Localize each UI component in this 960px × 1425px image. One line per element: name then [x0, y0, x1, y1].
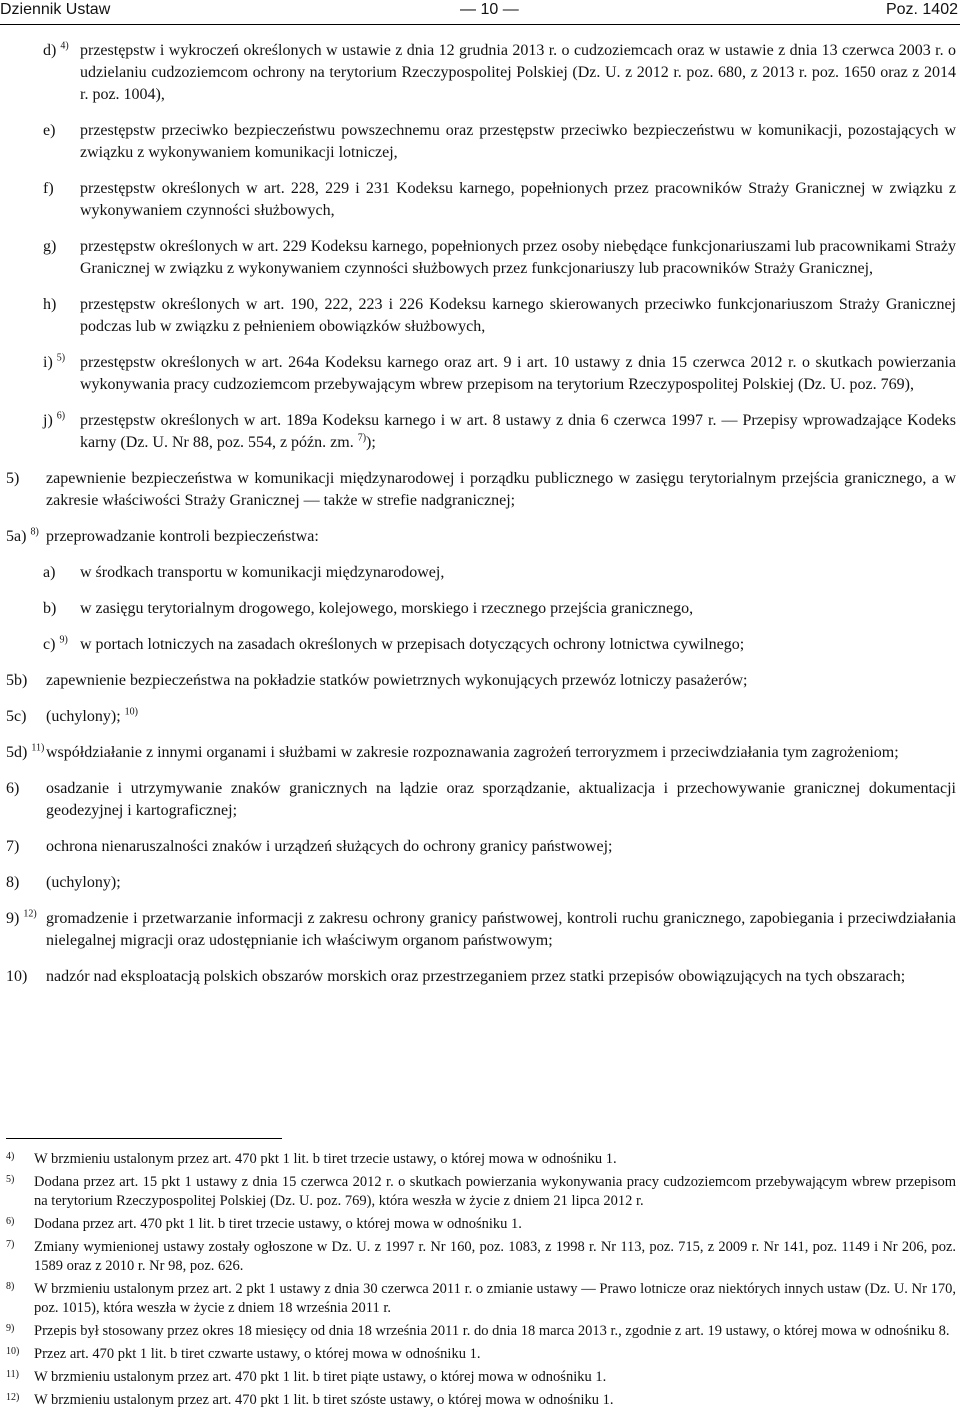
item-text: gromadzenie i przetwarzanie informacji z zakresu ochrony granicy państwowej, kontroli ruchu granicznego, zapobiegania i przeciwdziałania nielegalnej migracji oraz udostępnianie ich właściwym organom państwowym;	[46, 910, 956, 949]
item-label: 5d) $^{11)}$	[6, 742, 45, 761]
item-text: zapewnienie bezpieczeństwa w komunikacji międzynarodowej i porządku publicznego w zasięgu terytorialnym przejścia granicznego, a w zakresie właściwości Straży Granicznej — także w strefie nadgranicznej;	[46, 470, 956, 509]
footnote-divider	[6, 1138, 282, 1139]
item-label: j) $^{6)}$	[43, 410, 66, 429]
list-item	[0, 410, 956, 454]
journal-title: Dziennik Ustaw	[0, 1, 111, 18]
item-text: w portach lotniczych na zasadach określonych w przepisach dotyczących ochrony lotnictwa cywilnego;	[80, 636, 745, 653]
list-item	[0, 468, 956, 512]
footnote-text: Zmiany wymienionej ustawy zostały ogłoszone w Dz. U. z 1997 r. Nr 160, poz. 1083, z 1998 r. Nr 113, poz. 715, z 2009 r. Nr 141, poz. 1149 i Nr 206, poz. 1589 oraz z 2010 r. Nr 98, poz. 626.	[34, 1239, 956, 1274]
list-item	[0, 236, 956, 280]
footnote-text: Przepis był stosowany przez okres 18 miesięcy od dnia 18 września 2011 r. do dnia 18 marca 2013 r., zgodnie z art. 19 ustawy, o której mowa w odnośniku 8.	[34, 1323, 950, 1339]
footnote	[0, 1345, 956, 1364]
item-label: d) $^{4)}$	[43, 40, 69, 59]
footnote-label: 8)	[6, 1281, 15, 1292]
list-item	[0, 836, 956, 858]
item-label: f)	[43, 180, 54, 197]
item-label: i) $^{5)}$	[43, 352, 66, 371]
footnote-label: 7)	[6, 1239, 15, 1250]
list-item	[0, 778, 956, 822]
footnote-text: W brzmieniu ustalonym przez art. 470 pkt 1 lit. b tiret trzecie ustawy, o której mowa w odnośniku 1.	[34, 1151, 617, 1167]
footnote-ref: 11)	[31, 742, 45, 754]
footnote-label: 5)	[6, 1174, 15, 1185]
item-label: 7)	[6, 838, 20, 855]
footnote	[0, 1280, 956, 1318]
item-text: przestępstw i wykroczeń określonych w ustawie z dnia 12 grudnia 2013 r. o cudzoziemcach oraz w ustawie z dnia 13 czerwca 2003 r. o udzielaniu cudzoziemcom ochrony na terytorium Rzeczypospolitej Polskiej (Dz. U. z 2012 r. poz. 680, z 2013 r. poz. 1650 oraz z 2014 r. poz. 1004),	[80, 42, 956, 103]
footnote-ref: 5)	[56, 352, 66, 364]
item-text: zapewnienie bezpieczeństwa na pokładzie statków powietrznych wykonujących przewóz lotniczy pasażerów;	[46, 672, 748, 689]
item-text: przestępstw określonych w art. 264a Kodeksu karnego oraz art. 9 i art. 10 ustawy z dnia 15 czerwca 2012 r. o skutkach powierzania wykonywania pracy cudzoziemcom przebywającym wbrew przepisom na terytorium Rzeczypospolitej Polskiej (Dz. U. poz. 769),	[80, 354, 956, 393]
footnote-ref: 9)	[59, 634, 68, 646]
footnote-ref: 8)	[30, 526, 39, 538]
list-item	[0, 526, 956, 548]
item-text: ochrona nienaruszalności znaków i urządzeń służących do ochrony granicy państwowej;	[46, 838, 613, 855]
footnote-text: Dodana przez art. 15 pkt 1 ustawy z dnia 15 czerwca 2012 r. o skutkach powierzania wykonywania pracy cudzoziemcom przebywającym wbrew przepisom na terytorium Rzeczypospolitej Polskiej (Dz. U. poz. 769), która weszła w życie z dniem 21 lipca 2012 r.	[34, 1174, 956, 1209]
item-text: przestępstw przeciwko bezpieczeństwu powszechnemu oraz przestępstw przeciwko bezpieczeństwu w komunikacji, pozostających w związku z wykonywaniem komunikacji lotniczej,	[80, 122, 956, 161]
footnote-text: W brzmieniu ustalonym przez art. 2 pkt 1 ustawy z dnia 30 czerwca 2011 r. o zmianie ustawy — Prawo lotnicze oraz niektórych innych ustaw (Dz. U. Nr 170, poz. 1015), która weszła w życie z dniem 18 września 2011 r.	[34, 1281, 956, 1316]
footnote-ref: 10)	[124, 706, 138, 718]
document-body	[0, 40, 956, 1002]
footnote	[0, 1215, 956, 1234]
footnote-text: W brzmieniu ustalonym przez art. 470 pkt 1 lit. b tiret piąte ustawy, o której mowa w odnośniku 1.	[34, 1369, 607, 1385]
footnote-label: 12)	[6, 1392, 20, 1403]
footnote-ref: 12)	[23, 908, 37, 920]
footnote	[0, 1391, 956, 1410]
footnote-label: 10)	[6, 1346, 20, 1357]
item-label: b)	[43, 600, 57, 617]
list-item	[0, 908, 956, 952]
list-item	[0, 598, 956, 620]
item-label: 10)	[6, 968, 28, 985]
position-number: Poz. 1402	[885, 1, 958, 18]
item-text: przestępstw określonych w art. 189a Kodeksu karnego i w art. 8 ustawy z dnia 6 czerwca 1997 r. — Przepisy wprowadzające Kodeks karny (Dz. U. Nr 88, poz. 554, z późn. zm. $^{7)}$);	[80, 412, 956, 451]
item-label: 5a) $^{8)}$	[6, 526, 39, 545]
item-text: w środkach transportu w komunikacji międzynarodowej,	[80, 564, 445, 581]
list-item	[0, 634, 956, 656]
item-label: 5b)	[6, 672, 28, 689]
item-label: c) $^{9)}$	[43, 634, 68, 653]
item-text: współdziałanie z innymi organami i służbami w zakresie rozpoznawania zagrożeń terroryzmem i przeciwdziałania tym zagrożeniom;	[46, 744, 899, 761]
item-text: w zasięgu terytorialnym drogowego, kolejowego, morskiego i rzecznego przejścia granicznego,	[80, 600, 694, 617]
footnote-label: 11)	[6, 1369, 19, 1380]
item-label: a)	[43, 564, 56, 581]
list-item	[0, 966, 956, 988]
list-item	[0, 562, 956, 584]
item-label: e)	[43, 122, 56, 139]
list-item	[0, 670, 956, 692]
list-item	[0, 294, 956, 338]
footnote-text: Przez art. 470 pkt 1 lit. b tiret czwarte ustawy, o której mowa w odnośniku 1.	[34, 1346, 481, 1362]
item-text: osadzanie i utrzymywanie znaków granicznych na lądzie oraz sporządzanie, aktualizacja i przechowywanie granicznej dokumentacji geodezyjnej i kartograficznej;	[46, 780, 956, 819]
footnote-ref: 6)	[56, 410, 66, 422]
item-text: przestępstw określonych w art. 228, 229 i 231 Kodeksu karnego, popełnionych przez pracowników Straży Granicznej w związku z wykonywaniem czynności służbowych,	[80, 180, 956, 219]
item-label: 8)	[6, 874, 20, 891]
footnote-label: 4)	[6, 1151, 15, 1162]
list-item	[0, 872, 956, 894]
list-item	[0, 742, 956, 764]
footnote-ref: 7)	[357, 432, 367, 444]
footnote	[0, 1150, 956, 1169]
footnote-text: W brzmieniu ustalonym przez art. 470 pkt 1 lit. b tiret szóste ustawy, o której mowa w odnośniku 1.	[34, 1392, 614, 1408]
footnote	[0, 1173, 956, 1211]
item-text: przestępstw określonych w art. 229 Kodeksu karnego, popełnionych przez osoby niebędące funkcjonariuszami lub pracownikami Straży Granicznej w związku z wykonywaniem czynności służbowych przez funkcjonariuszy lub pracowników Straży Granicznej,	[80, 238, 956, 277]
footnote	[0, 1322, 956, 1341]
footnote	[0, 1238, 956, 1276]
item-label: g)	[43, 238, 57, 255]
footnote-text: Dodana przez art. 470 pkt 1 lit. b tiret trzecie ustawy, o której mowa w odnośniku 1.	[34, 1216, 522, 1232]
item-text: przestępstw określonych w art. 190, 222, 223 i 226 Kodeksu karnego skierowanych przeciwko funkcjonariuszom Straży Granicznej podczas lub w związku z pełnieniem obowiązków służbowych,	[80, 296, 956, 335]
footnote	[0, 1368, 956, 1387]
footnotes-section	[0, 1150, 956, 1414]
list-item	[0, 178, 956, 222]
footnote-label: 9)	[6, 1323, 15, 1334]
item-label: 5)	[6, 470, 20, 487]
item-label: 5c)	[6, 708, 27, 725]
list-item	[0, 706, 956, 728]
footnote-ref: 4)	[60, 40, 69, 52]
item-label: h)	[43, 296, 57, 313]
list-item	[0, 40, 956, 106]
list-item	[0, 352, 956, 396]
item-text: przeprowadzanie kontroli bezpieczeństwa:	[46, 528, 319, 545]
footnote-label: 6)	[6, 1216, 15, 1227]
page-header	[0, 0, 960, 25]
item-text: nadzór nad eksploatacją polskich obszarów morskich oraz przestrzeganiem przez statki przepisów obowiązujących na tych obszarach;	[46, 968, 906, 985]
item-label: 9) $^{12)}$	[6, 908, 37, 927]
page-number: — 10 —	[460, 1, 519, 18]
item-text: (uchylony);	[46, 874, 121, 891]
item-label: 6)	[6, 780, 20, 797]
list-item	[0, 120, 956, 164]
item-text: (uchylony); $^{10)}$	[46, 706, 138, 725]
